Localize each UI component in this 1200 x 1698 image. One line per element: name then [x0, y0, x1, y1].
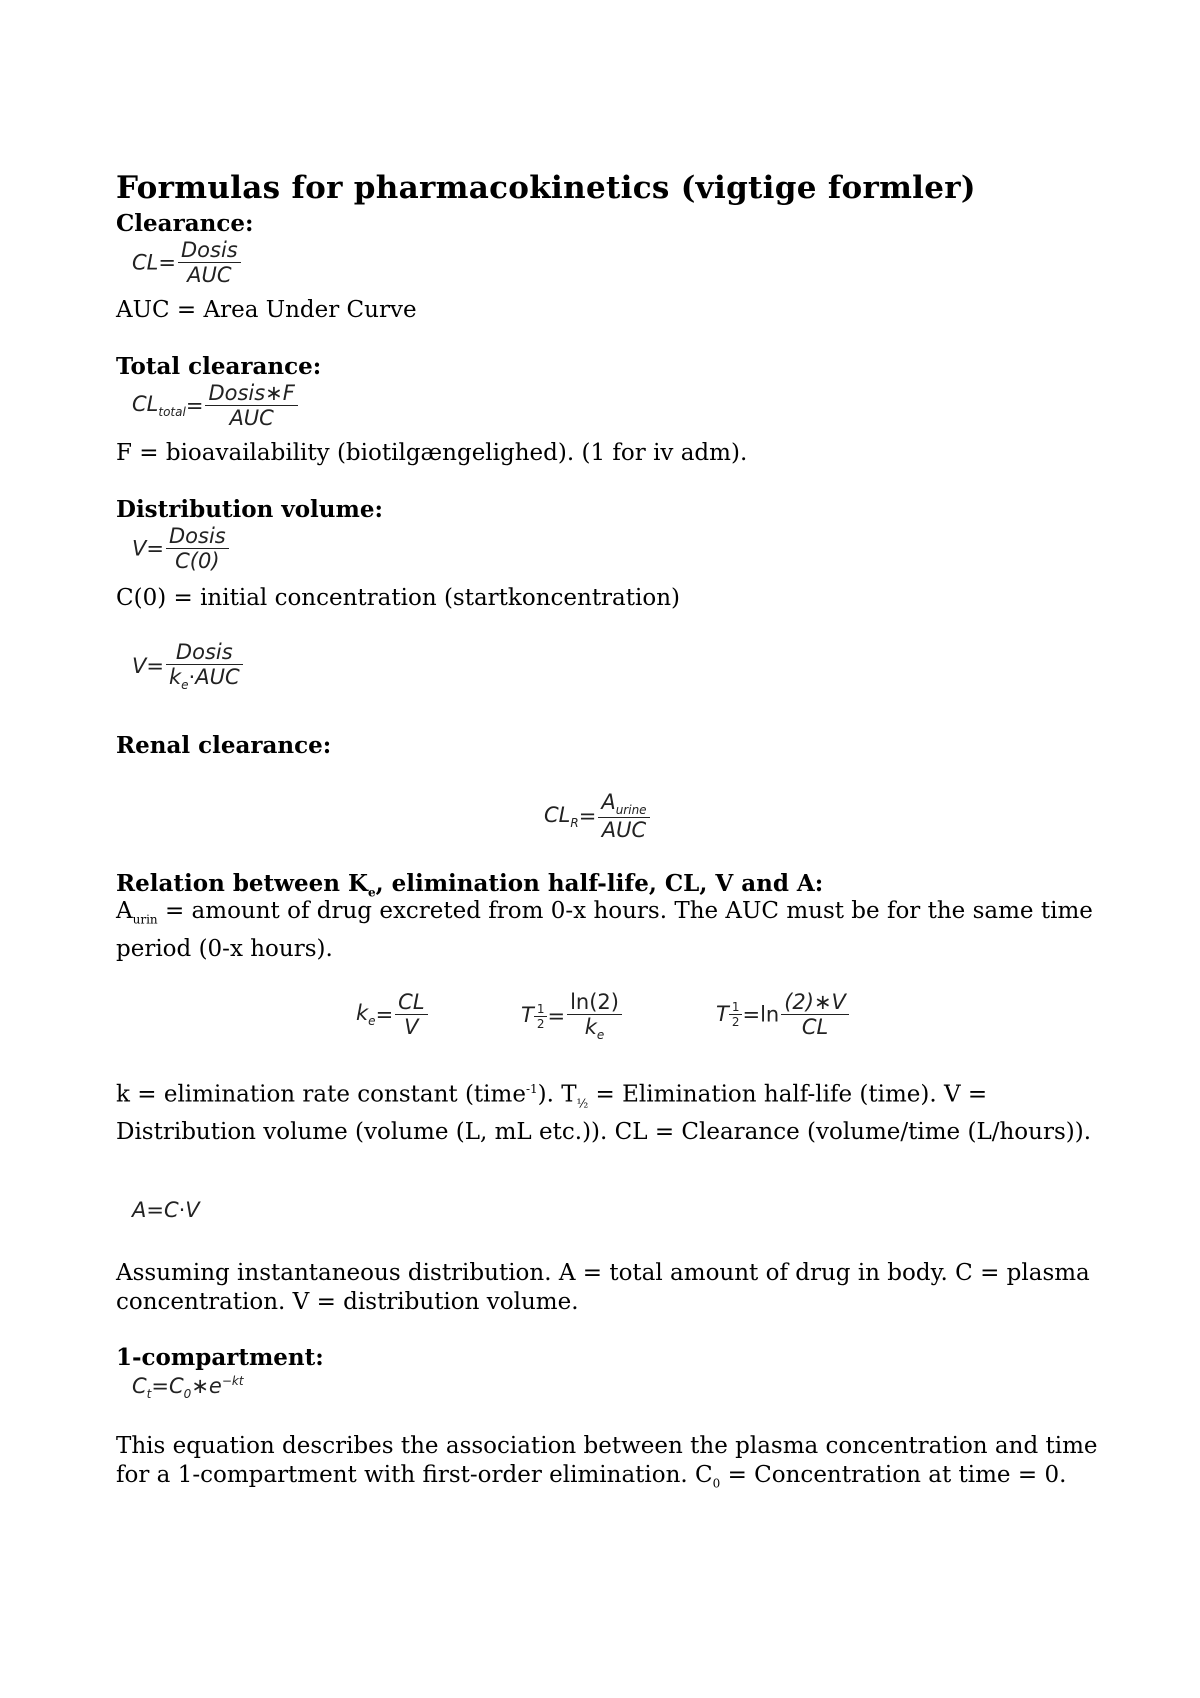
- instantaneous-distribution-note: Assuming instantaneous distribution. A = total amount of drug in body. C = plasma concentration. V = distribution volume.: [116, 1260, 1090, 1315]
- formula-volume-c0: V= $\frac{\text{Dosis}}{C(0)}$: [132, 524, 229, 573]
- variable-definitions: k = elimination rate constant (time$^{-1}$). $T_{\frac{1}{2}}$ = Elimination half-life (time). V = Distribution volume (volume (L, mL etc.)). CL = Clearance (volume/time (L/hours)).: [116, 1081, 1092, 1146]
- renal-clearance-heading: Renal clearance:: [116, 732, 332, 759]
- formula-renal-clearance: $CL_R=$ $\frac{A_{urine}}{\text{AUC}}$: [544, 790, 650, 842]
- aurin-definition: $A_{urin}$ = amount of drug excreted from 0-x hours. The AUC must be for the same time period (0-x hours).: [116, 898, 1093, 962]
- formula-amount: A=C⋅V: [132, 1198, 200, 1222]
- total-clearance-heading: Total clearance:: [116, 353, 322, 380]
- page-title: Formulas for pharmacokinetics (vigtige formler): [116, 170, 976, 206]
- distribution-volume-heading: Distribution volume:: [116, 496, 383, 523]
- formula-clearance: CL= $\frac{\text{Dosis}}{\text{AUC}}$: [132, 238, 241, 287]
- formula-one-compartment: $C_t=C_0∗e^{-kt}$: [132, 1374, 244, 1402]
- auc-note: AUC = Area Under Curve: [116, 297, 417, 323]
- formula-half-life-ln2: T $\frac{1}{2}$ = $\frac{\ln(2)}{k_e}$: [521, 990, 622, 1042]
- one-compartment-description: This equation describes the association between the plasma concentration and time for a 1-compartment with first-order elimination. $C_0$ = Concentration at time = 0.: [116, 1433, 1098, 1491]
- c0-note: C(0) = initial concentration (startkoncentration): [116, 585, 680, 611]
- one-compartment-heading: 1-compartment:: [116, 1344, 324, 1371]
- formula-volume-auc: V= $\frac{\text{Dosis}}{k_e\cdot AUC}$: [132, 640, 243, 692]
- formula-half-life-volume: T $\frac{1}{2}$ =ln $\frac{(2)∗V}{CL}$: [716, 990, 849, 1039]
- formula-ke: $k_e=$ $\frac{CL}{V}$: [356, 990, 428, 1039]
- formula-total-clearance: $CL_{total}=$ $\frac{\text{Dosis∗F}}{\text{AUC}}$: [132, 381, 298, 430]
- relation-heading: Relation between $K_e$, elimination half-life, CL, V and A:: [116, 870, 824, 900]
- clearance-heading: Clearance:: [116, 210, 254, 237]
- bioavailability-note: F = bioavailability (biotilgængelighed). (1 for iv adm).: [116, 440, 748, 466]
